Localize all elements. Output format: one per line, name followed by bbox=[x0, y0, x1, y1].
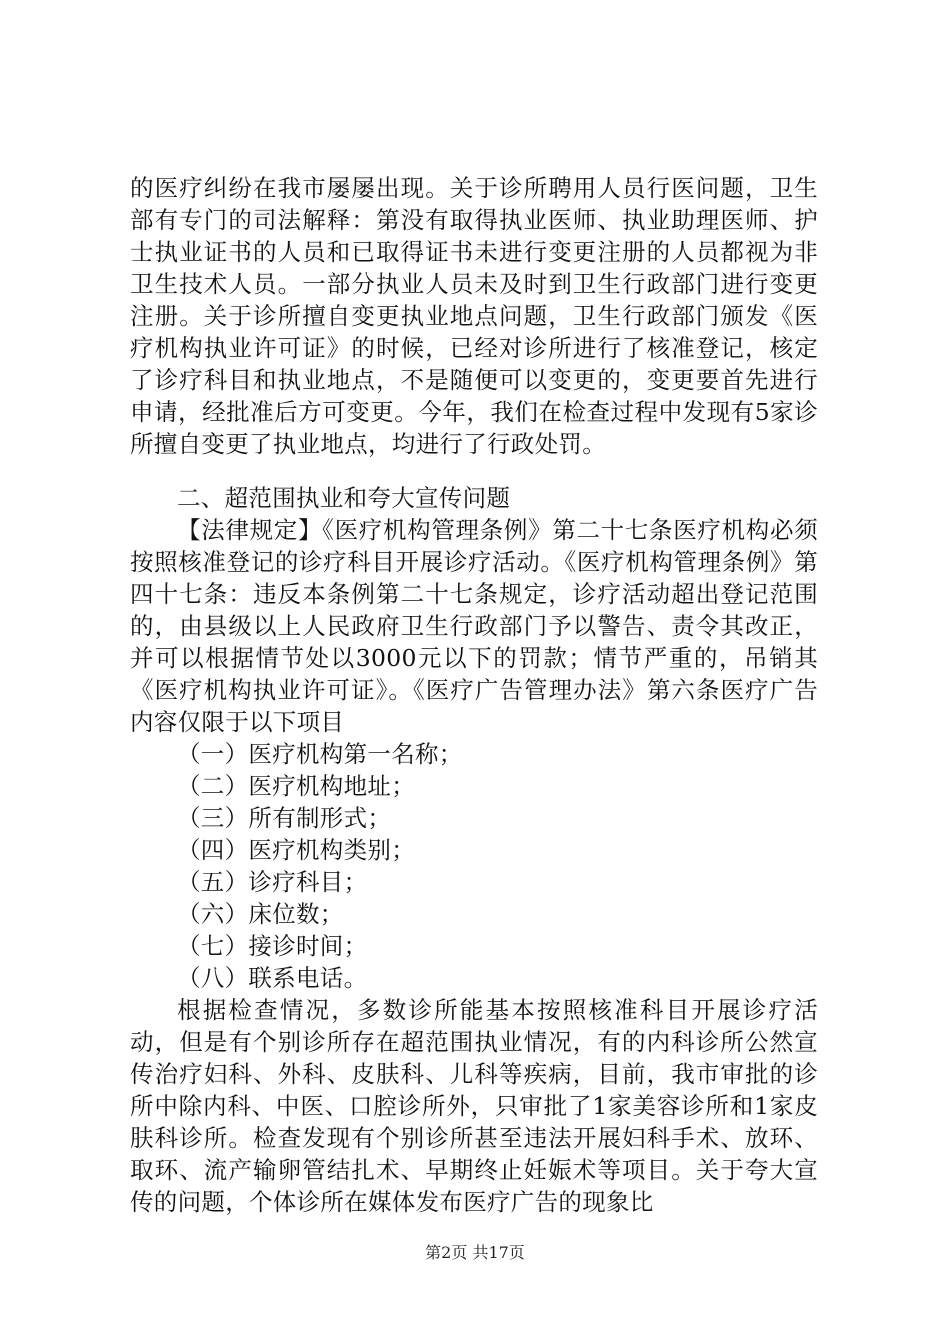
page-footer bbox=[0, 1243, 950, 1263]
list-item: （二）医疗机构地址； bbox=[177, 772, 415, 800]
paragraph-continuation: 的医疗纠纷在我市屡屡出现。关于诊所聘用人员行医问题，卫生部有专门的司法解释：第没有取得执业医师、执业助理医师、护士执业证书的人员和已取得证书未进行变更注册的人员都视为非卫生技术人员。一部分执业人员未及时到卫生行政部门进行变更注册。关于诊所擅自变更执业地点问题，卫生行政部门颁发《医疗机构执业许可证》的时候，已经对诊所进行了核准登记，核定了诊疗科目和执业地点，不是随便可以变更的，变更要首先进行申请，经批准后方可变更。今年，我们在检查过程中发现有5家诊所擅自变更了执业地点，均进行了行政处罚。 bbox=[130, 174, 818, 458]
advertising-items-list bbox=[130, 738, 818, 994]
inspection-findings-paragraph: 根据检查情况，多数诊所能基本按照核准科目开展诊疗活动，但是有个别诊所存在超范围执业情况，有的内科诊所公然宣传治疗妇科、外科、皮肤科、儿科等疾病，目前，我市审批的诊所中除内科、中医、口腔诊所外，只审批了1家美容诊所和1家皮肤科诊所。检查发现有个别诊所甚至违法开展妇科手术、放环、取环、流产输卵管结扎术、早期终止妊娠术等项目。关于夸大宣传的问题，个体诊所在媒体发布医疗广告的现象比 bbox=[130, 996, 818, 1216]
list-item: （七）接诊时间； bbox=[177, 932, 368, 960]
paragraph-gap bbox=[130, 460, 818, 482]
legal-provision-paragraph: 【法律规定】《医疗机构管理条例》第二十七条医疗机构必须按照核准登记的诊疗科目开展诊疗活动。《医疗机构管理条例》第四十七条：违反本条例第二十七条规定，诊疗活动超出登记范围的，由县级以上人民政府卫生行政部门予以警告、责令其改正，并可以根据情节处以3000元以下的罚款；情节严重的，吊销其《医疗机构执业许可证》。《医疗广告管理办法》第六条医疗广告内容仅限于以下项目 bbox=[130, 516, 818, 736]
list-item: （四）医疗机构类别； bbox=[177, 836, 415, 864]
document-body bbox=[130, 172, 818, 1218]
page-number-label: 第2页 共17页 bbox=[425, 1243, 525, 1262]
list-item: （五）诊疗科目； bbox=[177, 868, 368, 896]
section-heading: 二、超范围执业和夸大宣传问题 bbox=[177, 484, 511, 512]
list-item: （八）联系电话。 bbox=[177, 964, 368, 992]
list-item: （三）所有制形式； bbox=[177, 804, 392, 832]
list-item: （六）床位数； bbox=[177, 900, 344, 928]
list-item: （一）医疗机构第一名称； bbox=[177, 740, 463, 768]
